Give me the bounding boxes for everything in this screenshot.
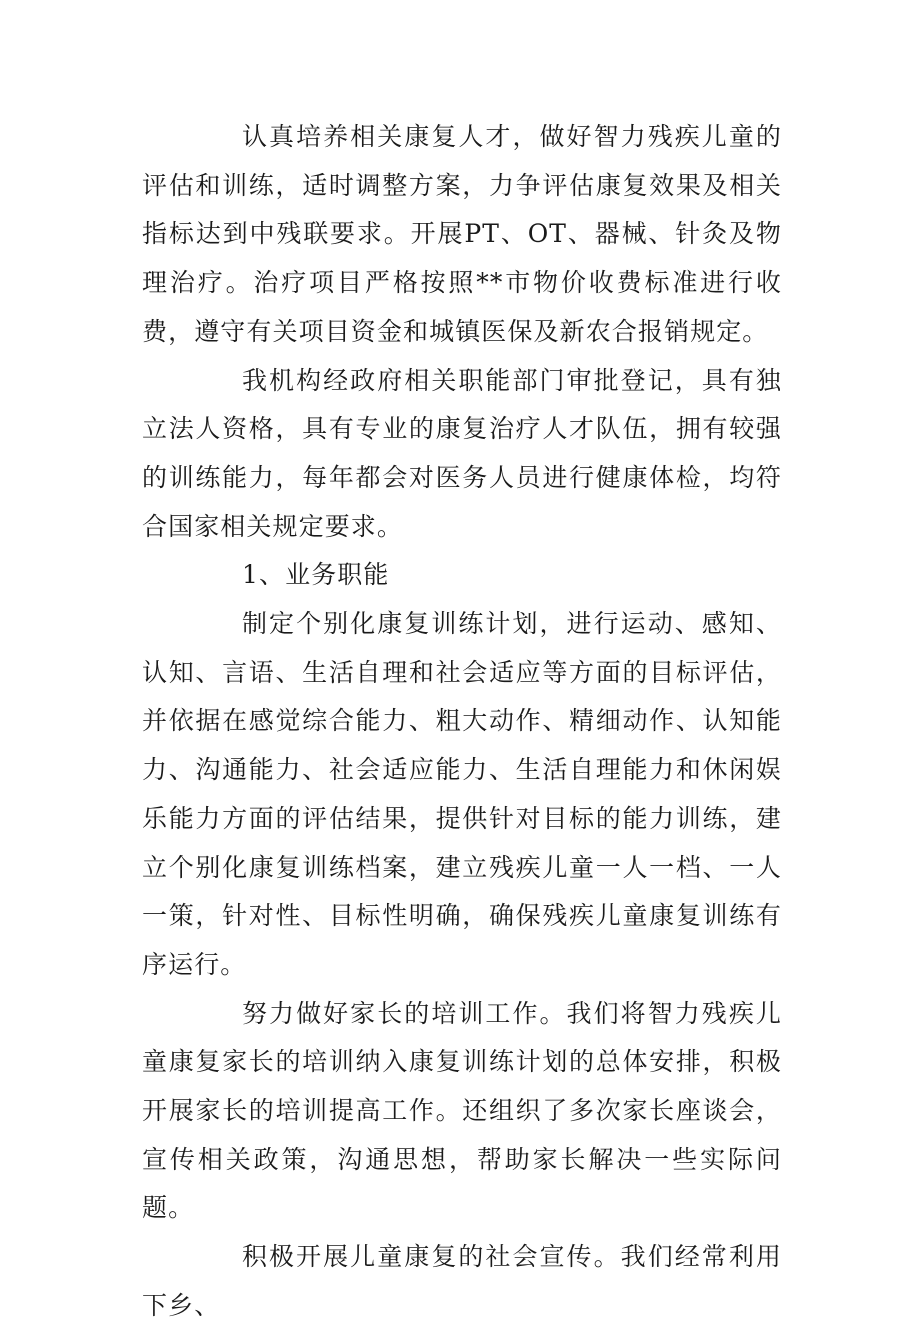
document-body xyxy=(142,113,782,1331)
paragraph-training-plan: 制定个别化康复训练计划，进行运动、感知、认知、言语、生活自理和社会适应等方面的目标评估，并依据在感觉综合能力、粗大动作、精细动作、认知能力、沟通能力、社会适应能力、生活自理能力和休闲娱乐能力方面的评估结果，提供针对目标的能力训练，建立个别化康复训练档案，建立残疾儿童一人一档、一人一策，针对性、目标性明确，确保残疾儿童康复训练有序运行。 xyxy=(142,609,782,979)
paragraph-social-publicity: 积极开展儿童康复的社会宣传。我们经常利用下乡、 xyxy=(142,1242,782,1320)
paragraph-institution-qualification: 我机构经政府相关职能部门审批登记，具有独立法人资格，具有专业的康复治疗人才队伍，拥有较强的训练能力，每年都会对医务人员进行健康体检，均符合国家相关规定要求。 xyxy=(142,365,782,541)
section-heading: 1、业务职能 xyxy=(242,560,390,590)
paragraph-talent-training: 认真培养相关康复人才，做好智力残疾儿童的评估和训练，适时调整方案，力争评估康复效果及相关指标达到中残联要求。开展PT、OT、器械、针灸及物理治疗。治疗项目严格按照**市物价收费标准进行收费，遵守有关项目资金和城镇医保及新农合报销规定。 xyxy=(142,122,782,346)
paragraph-parent-training: 努力做好家长的培训工作。我们将智力残疾儿童康复家长的培训纳入康复训练计划的总体安排，积极开展家长的培训提高工作。还组织了多次家长座谈会，宣传相关政策，沟通思想，帮助家长解决一些实际问题。 xyxy=(142,998,782,1223)
